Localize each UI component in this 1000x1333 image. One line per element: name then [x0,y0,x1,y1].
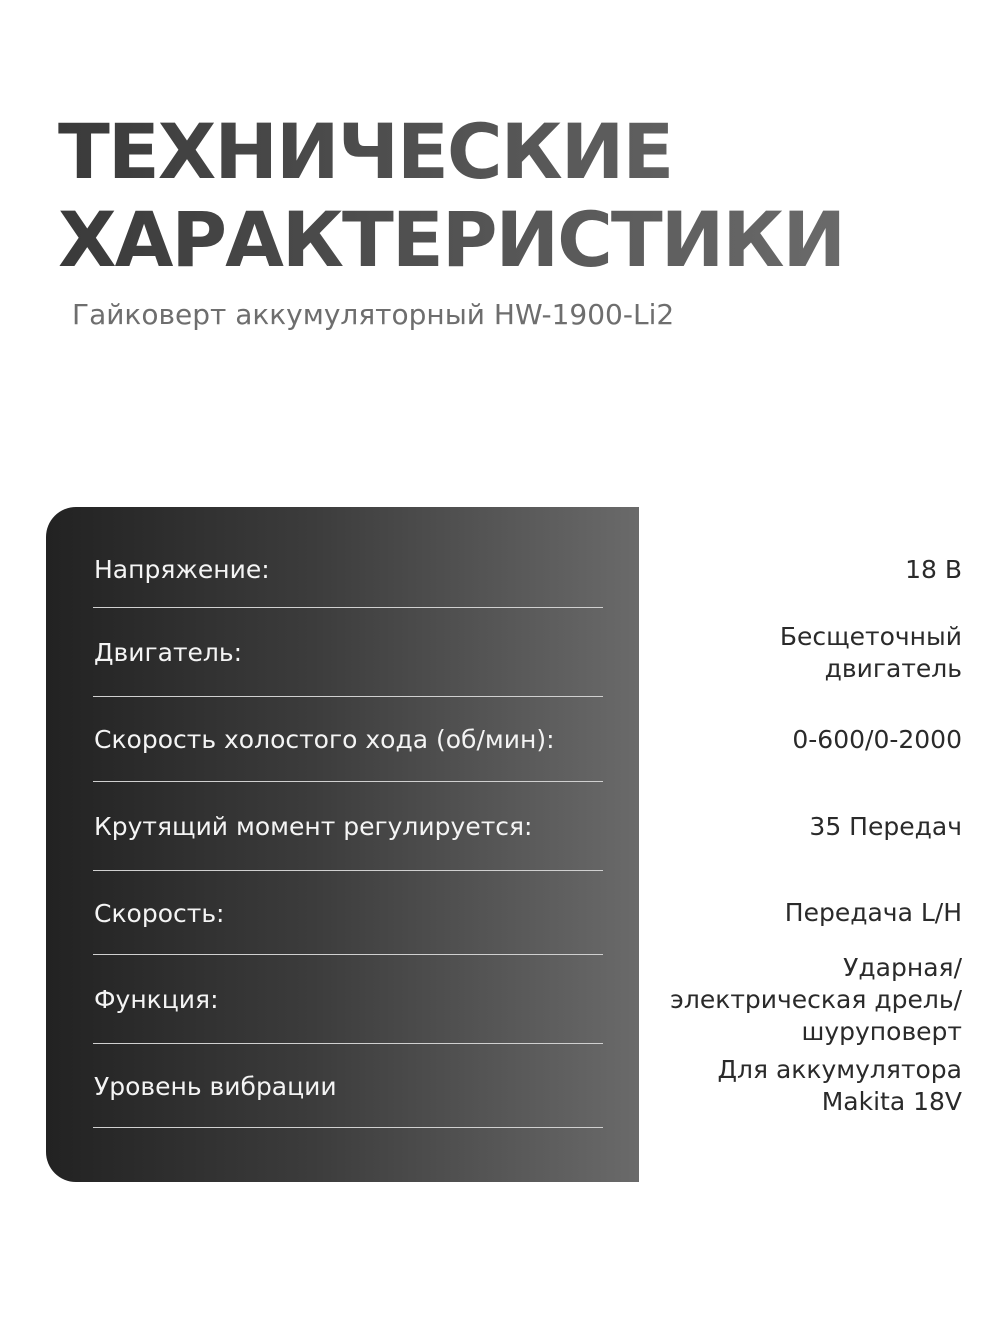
spec-label: Уровень вибрации [94,1071,337,1101]
spec-value: Ударная/ электрическая дрель/ шуруповерт [670,952,962,1046]
product-subtitle: Гайковерт аккумуляторный HW-1900-Li2 [72,298,675,331]
spec-row-torque [0,782,1000,871]
title-line-2: ХАРАКТЕРИСТИКИ [58,195,845,284]
spec-value: Для аккумулятора Makita 18V [717,1055,962,1116]
spec-row-vibration [0,1044,1000,1128]
spec-value: 18 В [905,554,962,584]
spec-row-voltage [0,531,1000,608]
spec-row-motor [0,608,1000,697]
spec-row-idle-speed [0,697,1000,782]
spec-row-function [0,952,1000,1046]
spec-label: Скорость: [94,898,225,928]
page-title [58,108,844,284]
spec-label: Крутящий момент регулируется: [94,812,533,841]
spec-value: Бесщеточный двигатель [779,621,962,683]
title-line-1: ТЕХНИЧЕСКИЕ [58,107,673,196]
spec-divider [93,1127,603,1128]
spec-label: Двигатель: [94,638,243,667]
spec-value: 35 Передач [809,811,962,841]
spec-value: Передача L/H [784,898,962,927]
spec-label: Скорость холостого хода (об/мин): [94,725,555,754]
spec-row-speed [0,871,1000,955]
spec-label: Напряжение: [94,555,270,584]
spec-value: 0-600/0-2000 [792,724,962,754]
spec-label: Функция: [94,985,219,1014]
